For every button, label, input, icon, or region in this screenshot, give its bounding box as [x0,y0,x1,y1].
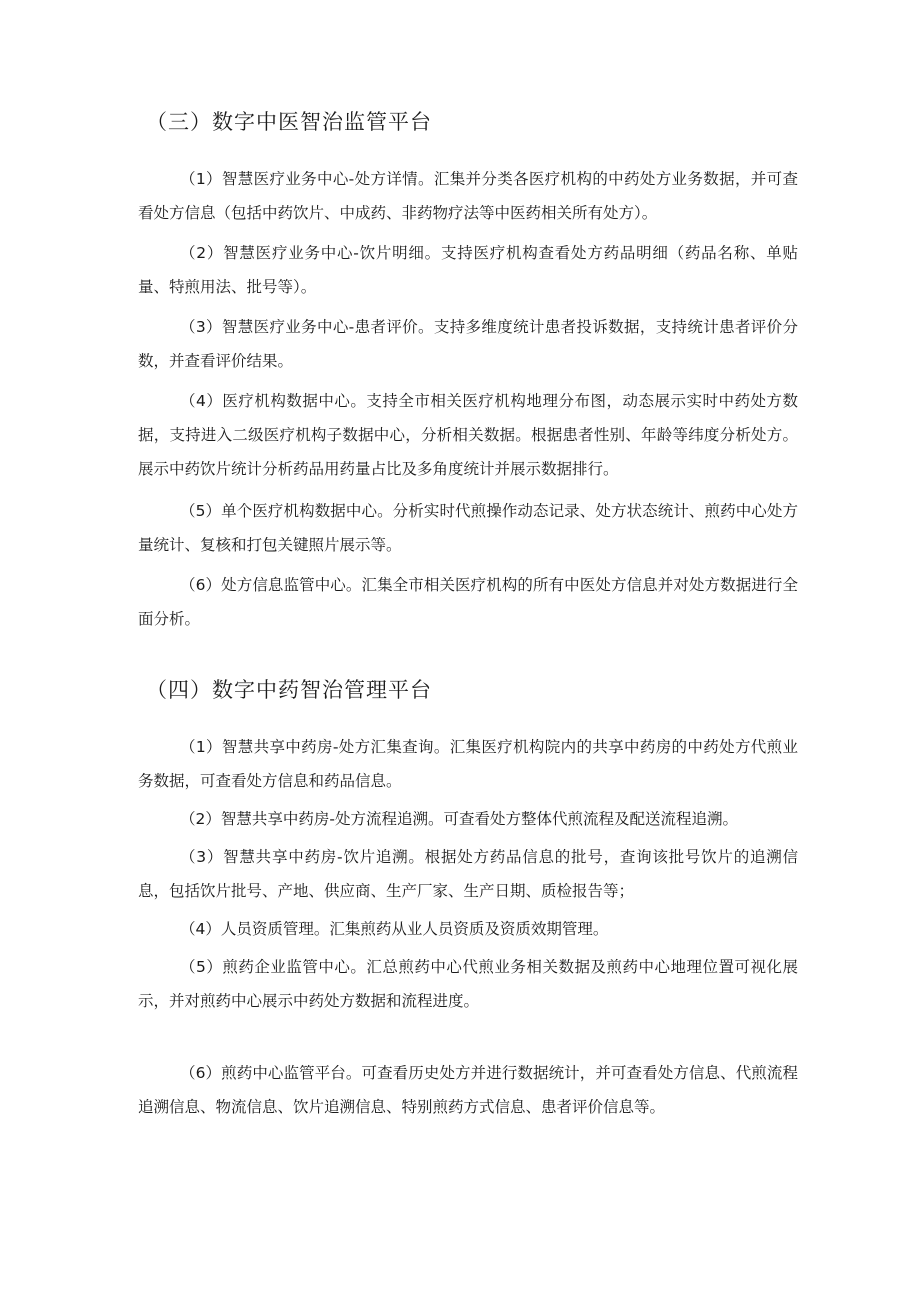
section-heading: （三）数字中医智治监管平台 [146,110,432,134]
paragraph: （1）智慧共享中药房-处方汇集查询。汇集医疗机构院内的共享中药房的中药处方代煎业务数据，可查看处方信息和药品信息。 [138,738,798,790]
paragraph: （4）人员资质管理。汇集煎药从业人员资质及资质效期管理。 [180,920,609,938]
paragraph: （2）智慧医疗业务中心-饮片明细。支持医疗机构查看处方药品明细（药品名称、单贴量、特煎用法、批号等）。 [138,244,798,296]
paragraph: （3）智慧共享中药房-饮片追溯。根据处方药品信息的批号，查询该批号饮片的追溯信息，包括饮片批号、产地、供应商、生产厂家、生产日期、质检报告等； [138,848,798,900]
paragraph: （1）智慧医疗业务中心-处方详情。汇集并分类各医疗机构的中药处方业务数据，并可查看处方信息（包括中药饮片、中成药、非药物疗法等中医药相关所有处方）。 [138,170,798,222]
paragraph: （5）单个医疗机构数据中心。分析实时代煎操作动态记录、处方状态统计、煎药中心处方量统计、复核和打包关键照片展示等。 [138,502,798,554]
paragraph: （4）医疗机构数据中心。支持全市相关医疗机构地理分布图，动态展示实时中药处方数据，支持进入二级医疗机构子数据中心，分析相关数据。根据患者性别、年龄等纬度分析处方。展示中药饮片统计分析药品用药量占比及多角度统计并展示数据排行。 [138,392,798,478]
paragraph: （2）智慧共享中药房-处方流程追溯。可查看处方整体代煎流程及配送流程追溯。 [180,810,738,828]
paragraph: （6）处方信息监管中心。汇集全市相关医疗机构的所有中医处方信息并对处方数据进行全面分析。 [138,576,798,628]
paragraph: （5）煎药企业监管中心。汇总煎药中心代煎业务相关数据及煎药中心地理位置可视化展示，并对煎药中心展示中药处方数据和流程进度。 [138,958,798,1010]
paragraph: （6）煎药中心监管平台。可查看历史处方并进行数据统计，并可查看处方信息、代煎流程追溯信息、物流信息、饮片追溯信息、特别煎药方式信息、患者评价信息等。 [138,1064,798,1116]
paragraph: （3）智慧医疗业务中心-患者评价。支持多维度统计患者投诉数据，支持统计患者评价分数，并查看评价结果。 [138,318,798,370]
section-heading: （四）数字中药智治管理平台 [146,678,432,702]
